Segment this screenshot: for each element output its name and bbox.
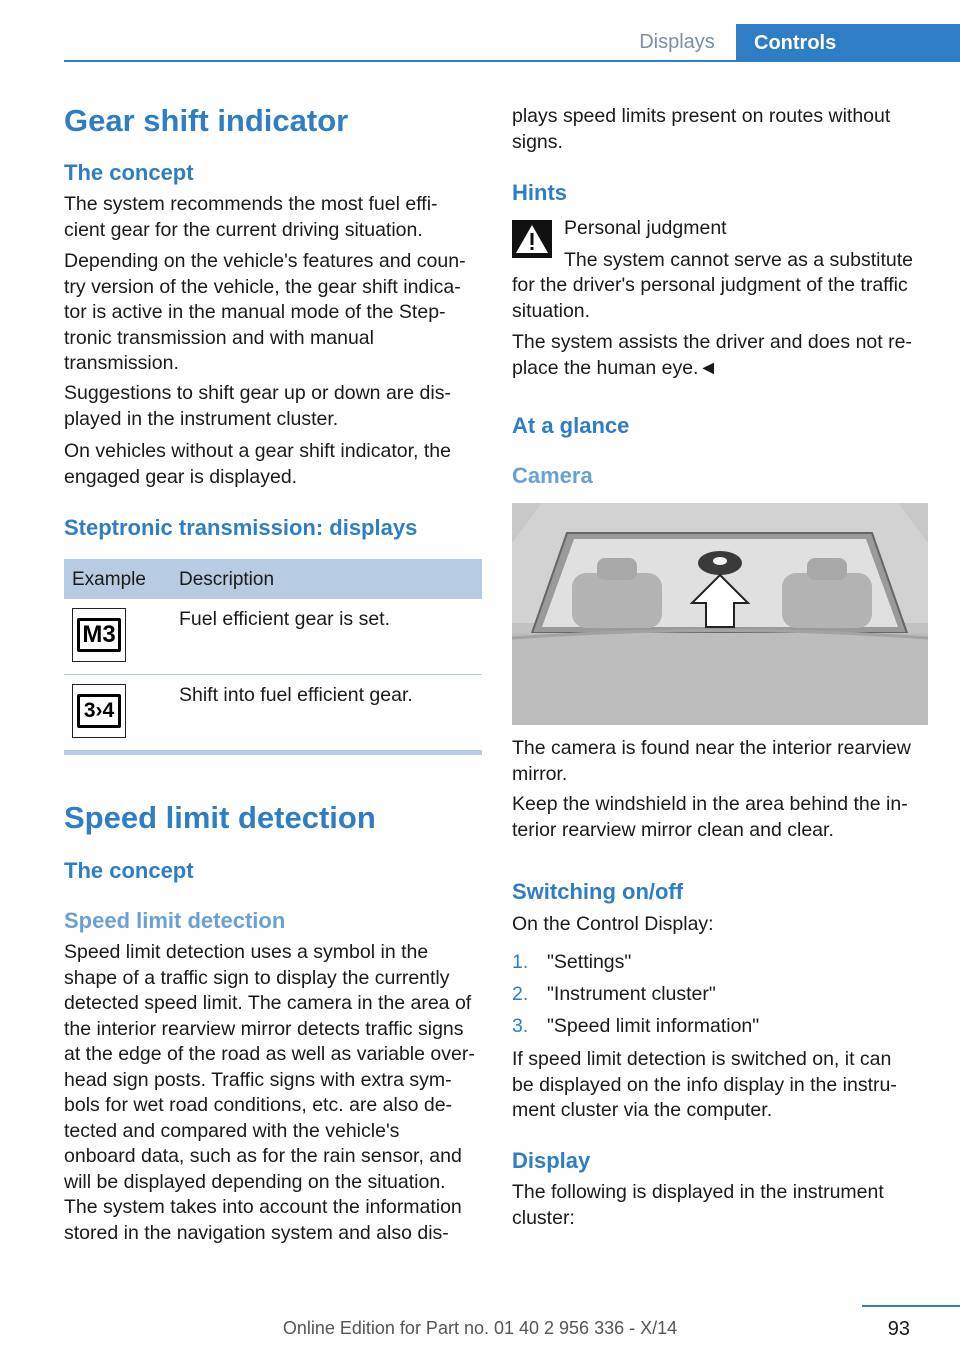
concept-heading: The concept (64, 160, 194, 185)
table-row-1-description: Fuel efficient gear is set. (179, 608, 390, 630)
warning-title: Personal judgment (564, 217, 727, 239)
speed-paragraph-continued: plays speed limits present on routes without signs. (512, 105, 891, 153)
steptronic-heading: Steptronic transmission: displays (64, 515, 418, 540)
hints-heading: Hints (512, 180, 567, 205)
display-heading: Display (512, 1148, 591, 1173)
shift-up-icon: 3›4 (72, 684, 126, 738)
concept-paragraph-1: The system recommends the most fuel effi‐ cient gear for the current driving situation. (64, 193, 438, 241)
switching-heading: Switching on/off (512, 879, 684, 904)
warning-line-1: The system cannot serve as a substitute (564, 249, 914, 271)
table-row-divider (64, 674, 482, 675)
table-col-description: Description (179, 569, 275, 590)
gear-m3-icon: M3 (72, 608, 126, 662)
footer-rule (862, 1305, 960, 1307)
after-steps-paragraph: If speed limit detection is switched on, it can be displayed on the info display in the instru‐ ment cluster via the computer. (512, 1048, 897, 1121)
speed-paragraph: Speed limit detection uses a symbol in the shape of a traffic sign to display the currently detected speed limit. The camera in the area of the interior rearview mirror detects traffic signs at the edge of the road as well as variable over‐ head sign posts. Traffic signs with extra sym‐ bols for wet road conditions, etc. are also de‐ tected and compared with the vehicle's onboard data, such as for the rain sensor, and will be displayed depending on the situation. The system takes into account the information stored in the navigation system and also dis‐ (64, 941, 475, 1244)
table-col-example: Example (72, 569, 146, 590)
camera-location-illustration (512, 503, 928, 725)
header-rule (64, 60, 960, 62)
edition-footer: Online Edition for Part no. 01 40 2 956 336 - X/14 (282, 1318, 678, 1338)
page-number: 93 (887, 1318, 910, 1340)
warning-text: for the driver's personal judgment of the traffic situation. (512, 274, 908, 322)
camera-heading: Camera (512, 463, 593, 488)
warning-text-2: The system assists the driver and does not re‐ place the human eye.◄ (512, 331, 912, 379)
speed-concept-heading: The concept (64, 858, 194, 883)
table-row-2-description: Shift into fuel efficient gear. (179, 684, 413, 706)
at-a-glance-heading: At a glance (512, 413, 630, 438)
header-tab-controls[interactable]: Controls (736, 24, 960, 62)
header-tab-displays[interactable]: Displays (639, 30, 715, 53)
table-header (64, 559, 482, 599)
speed-sub-heading: Speed limit detection (64, 908, 286, 933)
concept-paragraph-3: Suggestions to shift gear up or down are dis‐ played in the instrument cluster. (64, 382, 451, 430)
concept-paragraph-2: Depending on the vehicle's features and coun‐ try version of the vehicle, the gear shift indica‐ tor is active in the manual mode of the Step‐ tronic transmission and with manual transmission. (64, 250, 466, 374)
switching-intro: On the Control Display: (512, 913, 714, 935)
section-separator (64, 750, 482, 755)
gear-shift-title: Gear shift indicator (64, 103, 349, 138)
camera-paragraph-1: The camera is found near the interior rearview mirror. (512, 737, 911, 785)
camera-paragraph-2: Keep the windshield in the area behind the in‐ terior rearview mirror clean and clear. (512, 793, 908, 841)
concept-paragraph-4: On vehicles without a gear shift indicator, the engaged gear is displayed. (64, 440, 451, 488)
speed-limit-title: Speed limit detection (64, 800, 376, 835)
warning-triangle-icon (512, 220, 552, 258)
display-paragraph: The following is displayed in the instrument cluster: (512, 1181, 884, 1229)
